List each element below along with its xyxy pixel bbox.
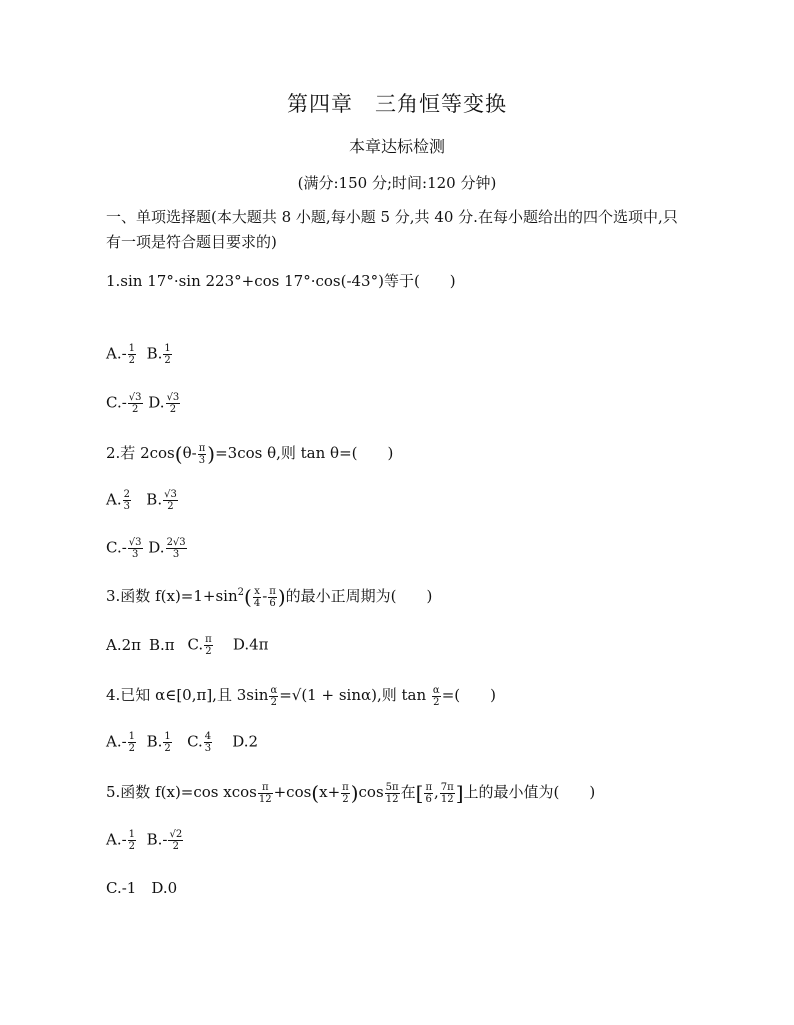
question-3-options: A.2π B.π C. $\frac{\pi}{2}$ D.4π <box>106 634 269 657</box>
option-b-fraction: $\frac{√3}{2}$ <box>164 489 177 512</box>
pi-over-2-fraction: $\frac{\pi}{2}$ <box>342 781 349 805</box>
question-4-stem: 4.已知 α∈[0,π],且 3sin $\frac{\alpha}{2}$ =√(1 + sinα),则 tan $\frac{\alpha}{2}$ =( ) <box>106 684 496 708</box>
section-heading: 一、单项选择题(本大题共 8 小题,每小题 5 分,共 40 分.在每小题给出的四个选项中,只有一项是符合题目要求的) <box>106 208 678 251</box>
question-3-stem: 3.函数 $f(x)=1+\sin^2$( $\frac{x}{4}$ - $\frac{\pi}{6}$ )的最小正周期为( ) <box>106 585 433 609</box>
question-5-options-cd: C.-1 D.0 <box>106 879 178 897</box>
option-b-prefix: B. <box>146 344 163 363</box>
option-a-fraction: $\frac{1}{2}$ <box>128 829 136 852</box>
option-c-fraction: $\frac{\pi}{2}$ <box>205 634 212 657</box>
question-5-stem: 5.函数 f(x)=cos xcos $\frac{\pi}{12}$ +cos(x+ $\frac{\pi}{2}$ )cos $\frac{5\pi}{12}$ 在[ $\frac{\pi}{6}$ , $\frac{7\pi}{12}$ ]上的最小值为( ) <box>106 781 596 805</box>
option-c-fraction: $\frac{√3}{3}$ <box>128 537 142 560</box>
option-c-fraction: $\frac{4}{3}$ <box>204 731 212 754</box>
option-a-fraction: $\frac{1}{2}$ <box>128 343 136 366</box>
x-over-4-fraction: $\frac{x}{4}$ <box>253 585 261 609</box>
option-b-fraction: $\frac{√2}{2}$ <box>169 829 183 852</box>
option-a-fraction: $\frac{2}{3}$ <box>123 489 130 512</box>
five-pi-over-12-fraction: $\frac{5\pi}{12}$ <box>385 781 399 805</box>
seven-pi-over-12-fraction: $\frac{7\pi}{12}$ <box>440 781 454 805</box>
option-b-fraction: $\frac{1}{2}$ <box>164 731 171 754</box>
option-a-fraction: $\frac{1}{2}$ <box>128 731 136 754</box>
option-a-prefix: A.- <box>106 344 127 363</box>
question-1-options-cd <box>106 392 181 415</box>
pi-over-12-fraction: $\frac{\pi}{12}$ <box>258 781 272 805</box>
option-d-prefix: D. <box>148 393 165 412</box>
alpha-over-2-fraction: $\frac{\alpha}{2}$ <box>432 684 440 708</box>
question-1-stem: 1.sin 17°·sin 223°+cos 17°·cos(-43°)等于( ) <box>106 272 456 290</box>
option-d-fraction: $\frac{2√3}{3}$ <box>166 537 186 560</box>
option-b-fraction: $\frac{1}{2}$ <box>164 343 171 366</box>
question-2-stem: 2.若 2cos(θ- $\frac{\pi}{3}$ )=3cos θ,则 tan θ=( ) <box>106 442 394 466</box>
option-c-fraction: $\frac{√3}{2}$ <box>128 392 142 415</box>
chapter-title: 第四章 三角恒等变换 <box>287 92 507 116</box>
option-d-fraction: $\frac{√3}{2}$ <box>166 392 180 415</box>
question-2-options-cd: C.- $\frac{√3}{3}$ D. $\frac{2√3}{3}$ <box>106 537 186 560</box>
page-subtitle: 本章达标检测 <box>348 137 445 156</box>
question-4-options: A.- $\frac{1}{2}$ B. $\frac{1}{2}$ C. $\frac{4}{3}$ D.2 <box>106 731 259 754</box>
pi-over-6-fraction: $\frac{\pi}{6}$ <box>269 585 276 609</box>
pi-over-6-fraction: $\frac{\pi}{6}$ <box>425 781 433 805</box>
option-c-prefix: C.- <box>106 393 127 412</box>
question-2-options-ab: A. $\frac{2}{3}$ B. $\frac{√3}{2}$ <box>106 489 177 512</box>
exam-meta: (满分:150 分;时间:120 分钟) <box>297 174 497 192</box>
pi-over-3-fraction: $\frac{\pi}{3}$ <box>198 442 206 466</box>
question-5-options-ab: A.- $\frac{1}{2}$ B.- $\frac{√2}{2}$ <box>106 829 183 852</box>
question-1-options-ab <box>106 343 173 366</box>
alpha-over-2-fraction: $\frac{\alpha}{2}$ <box>270 684 278 708</box>
